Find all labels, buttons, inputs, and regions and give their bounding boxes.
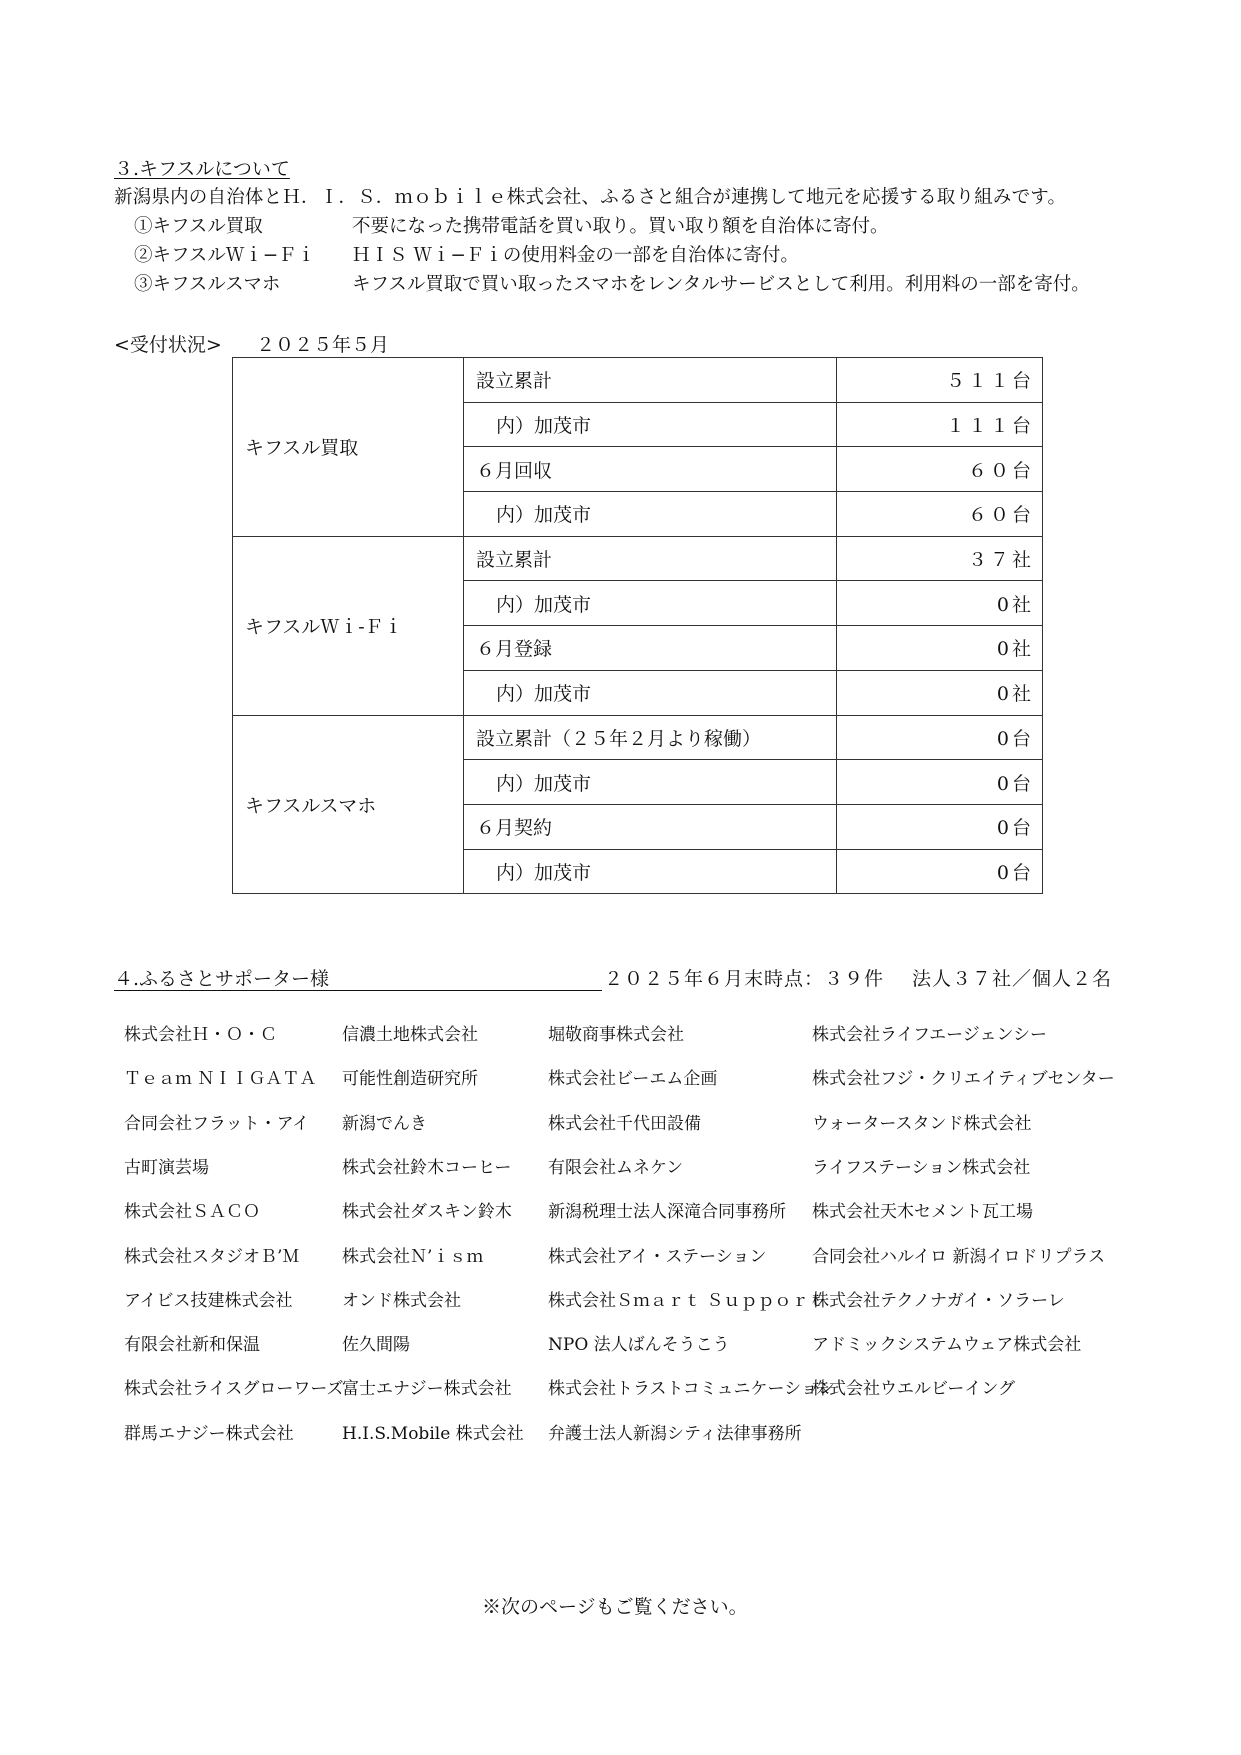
supporter-name: 株式会社ライスグローワーズ (124, 1379, 344, 1400)
item-cell: 内）加茂市 (464, 760, 837, 805)
supporter-name: 弁護士法人新潟シティ法律事務所 (548, 1423, 802, 1444)
supporter-name: 株式会社Ｎ’ｉｓｍ (342, 1246, 484, 1267)
item-desc: 不要になった携帯電話を買い取り。買い取り額を自治体に寄付。 (352, 216, 889, 237)
value-cell: 0台 (837, 715, 1043, 760)
supporter-name: 株式会社スタジオＢ’Ｍ (124, 1246, 300, 1267)
value-cell: 0社 (837, 626, 1043, 671)
item-cell: 設立累計（２５年２月より稼働） (464, 715, 837, 760)
section4-title: ４.ふるさとサポーター様 (114, 968, 330, 990)
value-cell: １１１台 (837, 402, 1043, 447)
table-row (233, 715, 1043, 760)
status-period: ２０２５年５月 (255, 334, 389, 356)
table-row (233, 358, 1043, 403)
item-cell: 内）加茂市 (464, 492, 837, 537)
supporter-name: 株式会社ダスキン鈴木 (342, 1202, 512, 1223)
supporter-name: 富士エナジー株式会社 (342, 1379, 512, 1400)
supporter-name: 株式会社ライフエージェンシー (812, 1025, 1048, 1045)
supporter-name: 合同会社ハルイロ 新潟イロドリプラス (812, 1246, 1106, 1267)
supporter-name: H.I.S.Mobile 株式会社 (342, 1423, 524, 1444)
item-desc: ＨＩＳ Ｗｉ−Ｆｉの使用料金の一部を自治体に寄付。 (352, 245, 799, 266)
supporter-name: 佐久間陽 (342, 1335, 410, 1356)
supporter-name: Ｔｅａｍ ＮＩＩＧＡＴＡ (124, 1069, 317, 1090)
supporter-name: ライフステーション株式会社 (812, 1157, 1031, 1178)
supporter-name: 有限会社新和保温 (124, 1335, 260, 1356)
section4-breakdown: 法人３７社／個人２名 (912, 968, 1113, 990)
supporter-name: アイビス技建株式会社 (124, 1290, 293, 1311)
value-cell: ３７社 (837, 536, 1043, 581)
value-cell: ５１１台 (837, 358, 1043, 403)
supporter-name: 群馬エナジー株式会社 (124, 1423, 294, 1444)
supporter-name: 信濃土地株式会社 (342, 1025, 478, 1045)
supporter-name: NPO 法人ばんそうこう (548, 1335, 730, 1356)
supporter-name: 株式会社アイ・ステーション (548, 1246, 767, 1267)
item-desc: キフスル買取で買い取ったスマホをレンタルサービスとして利用。利用料の一部を寄付。 (352, 274, 1090, 295)
supporter-name: 株式会社千代田設備 (548, 1113, 701, 1134)
kifusuru-item-2 (134, 241, 799, 267)
supporter-name: 株式会社ウエルビーイング (812, 1379, 1015, 1400)
supporter-name: オンド株式会社 (342, 1290, 461, 1311)
item-cell: ６月契約 (464, 804, 837, 849)
section3-intro: 新潟県内の自治体とＨ．Ｉ．Ｓ．ｍｏｂｉｌｅ株式会社、ふるさと組合が連携して地元を応援する取り組みです。 (114, 187, 1067, 208)
value-cell: 0台 (837, 804, 1043, 849)
item-cell: 設立累計 (464, 358, 837, 403)
value-cell: 0社 (837, 670, 1043, 715)
supporter-name: 新潟でんき (342, 1113, 427, 1134)
category-cell: キフスルＷｉ-Ｆｉ (233, 536, 464, 715)
footer-note: ※次のページもご覧ください。 (482, 1596, 748, 1618)
supporter-name: 合同会社フラット・アイ (124, 1113, 310, 1134)
item-cell: 内）加茂市 (464, 581, 837, 626)
supporter-name: 株式会社天木セメント瓦工場 (812, 1202, 1033, 1223)
value-cell: 0台 (837, 760, 1043, 805)
supporter-name: 株式会社Ｈ・Ｏ・Ｃ (124, 1025, 277, 1045)
section3-title: ３.キフスルについて (114, 158, 290, 180)
item-label: ①キフスル買取 (134, 216, 263, 237)
category-cell: キフスル買取 (233, 358, 464, 537)
status-table (232, 357, 1043, 894)
supporter-name: 株式会社Ｓｍａｒｔ Ｓｕｐｐｏｒｔ (548, 1290, 826, 1311)
table-row (233, 536, 1043, 581)
item-cell: 設立累計 (464, 536, 837, 581)
supporter-name: 株式会社フジ・クリエイティブセンター (812, 1069, 1115, 1090)
item-cell: 内）加茂市 (464, 849, 837, 894)
supporter-name: 株式会社ビーエム企画 (548, 1069, 718, 1090)
value-cell: 0社 (837, 581, 1043, 626)
item-cell: ６月回収 (464, 447, 837, 492)
supporter-name: 新潟税理士法人深滝合同事務所 (548, 1202, 786, 1223)
value-cell: ６０台 (837, 447, 1043, 492)
item-cell: 内）加茂市 (464, 670, 837, 715)
status-label: <受付状況> (114, 334, 222, 356)
supporter-name: 株式会社テクノナガイ・ソラーレ (812, 1290, 1065, 1311)
supporter-name: 株式会社ＳＡＣＯ (124, 1202, 260, 1223)
supporter-name: 株式会社鈴木コーヒー (342, 1157, 512, 1178)
supporter-name: 可能性創造研究所 (342, 1069, 478, 1090)
item-label: ③キフスルスマホ (134, 274, 281, 295)
item-label: ②キフスルＷｉ−Ｆｉ (134, 245, 316, 266)
item-cell: ６月登録 (464, 626, 837, 671)
supporter-name: 古町演芸場 (124, 1157, 209, 1178)
supporter-name: アドミックシステムウェア株式会社 (812, 1335, 1082, 1356)
supporter-name: 株式会社トラストコミュニケーション (548, 1379, 835, 1400)
item-cell: 内）加茂市 (464, 402, 837, 447)
supporter-name: 堀敬商事株式会社 (548, 1025, 684, 1045)
section4-underline (114, 990, 602, 991)
kifusuru-item-3 (134, 270, 1090, 296)
value-cell: 0台 (837, 849, 1043, 894)
section4-summary: ２０２５年６月末時点：３９件 (604, 968, 885, 990)
category-cell: キフスルスマホ (233, 715, 464, 894)
value-cell: ６０台 (837, 492, 1043, 537)
kifusuru-item-1 (134, 212, 889, 238)
status-header (114, 330, 389, 357)
supporter-name: ウォータースタンド株式会社 (812, 1113, 1032, 1134)
supporter-name: 有限会社ムネケン (548, 1157, 684, 1178)
